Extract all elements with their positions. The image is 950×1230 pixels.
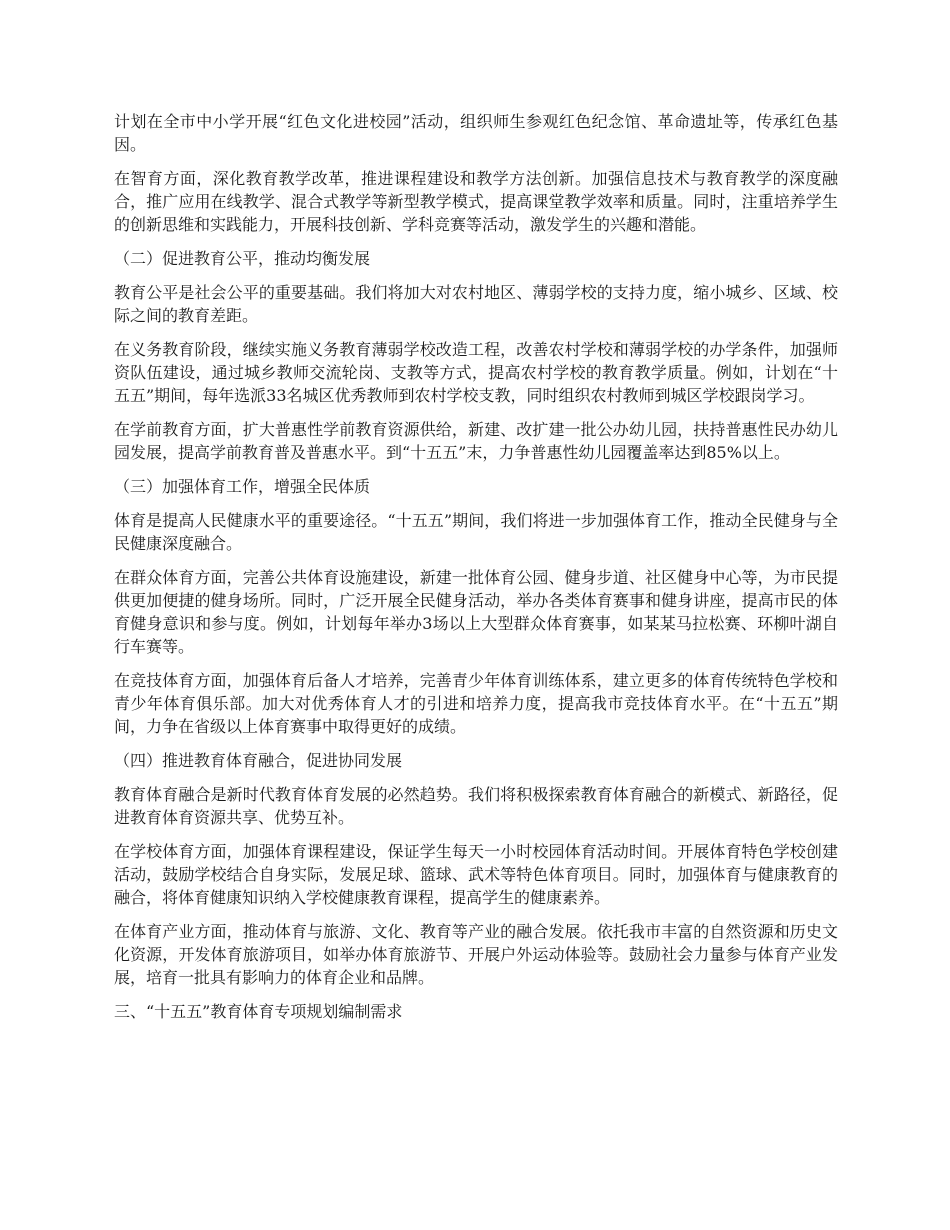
- paragraph: 计划在全市中小学开展“红色文化进校园”活动，组织师生参观红色纪念馆、革命遗址等，传承红色基因。: [114, 112, 838, 154]
- paragraph: 在群众体育方面，完善公共体育设施建设，新建一批体育公园、健身步道、社区健身中心等，为市民提供更加便捷的健身场所。同时，广泛开展全民健身活动，举办各类体育赛事和健身讲座，提高市民的体育健身意识和参与度。例如，计划每年举办3场以上大型群众体育赛事，如某某马拉松赛、环柳叶湖自行车赛等。: [114, 568, 838, 656]
- paragraph: 体育是提高人民健康水平的重要途径。“十五五”期间，我们将进一步加强体育工作，推动全民健身与全民健康深度融合。: [114, 511, 838, 553]
- section-heading: （三）加强体育工作，增强全民体质: [114, 477, 371, 496]
- paragraph: 在学校体育方面，加强体育课程建设，保证学生每天一小时校园体育活动时间。开展体育特色学校创建活动，鼓励学校结合自身实际，发展足球、篮球、武术等特色体育项目。同时，加强体育与健康教育的融合，将体育健康知识纳入学校健康教育课程，提高学生的健康素养。: [114, 842, 838, 907]
- section-heading: （二）促进教育公平，推动均衡发展: [114, 249, 371, 268]
- paragraph: 在体育产业方面，推动体育与旅游、文化、教育等产业的融合发展。依托我市丰富的自然资源和历史文化资源，开发体育旅游项目，如举办体育旅游节、开展户外运动体验等。鼓励社会力量参与体育产业发展，培育一批具有影响力的体育企业和品牌。: [114, 922, 838, 987]
- paragraph: 在智育方面，深化教育教学改革，推进课程建设和教学方法创新。加强信息技术与教育教学的深度融合，推广应用在线教学、混合式教学等新型教学模式，提高课堂教学效率和质量。同时，注重培养学生的创新思维和实践能力，开展科技创新、学科竞赛等活动，激发学生的兴趣和潜能。: [114, 169, 838, 234]
- paragraph: 在学前教育方面，扩大普惠性学前教育资源供给，新建、改扩建一批公办幼儿园，扶持普惠性民办幼儿园发展，提高学前教育普及普惠水平。到“十五五”末，力争普惠性幼儿园覆盖率达到85%以上。: [114, 420, 838, 462]
- paragraph: 在义务教育阶段，继续实施义务教育薄弱学校改造工程，改善农村学校和薄弱学校的办学条件，加强师资队伍建设，通过城乡教师交流轮岗、支教等方式，提高农村学校的教育教学质量。例如，计划在“十五五”期间，每年选派33名城区优秀教师到农村学校支教，同时组织农村教师到城区学校跟岗学习。: [114, 340, 838, 405]
- paragraph: 在竞技体育方面，加强体育后备人才培养，完善青少年体育训练体系，建立更多的体育传统特色学校和青少年体育俱乐部。加大对优秀体育人才的引进和培养力度，提高我市竞技体育水平。在“十五五”期间，力争在省级以上体育赛事中取得更好的成绩。: [114, 671, 838, 736]
- chapter-heading: 三、“十五五”教育体育专项规划编制需求: [114, 1002, 403, 1021]
- paragraph: 教育体育融合是新时代教育体育发展的必然趋势。我们将积极探索教育体育融合的新模式、新路径，促进教育体育资源共享、优势互补。: [114, 785, 838, 827]
- paragraph: 教育公平是社会公平的重要基础。我们将加大对农村地区、薄弱学校的支持力度，缩小城乡、区域、校际之间的教育差距。: [114, 283, 838, 325]
- document-body: [114, 110, 838, 1034]
- section-heading: （四）推进教育体育融合，促进协同发展: [114, 751, 403, 770]
